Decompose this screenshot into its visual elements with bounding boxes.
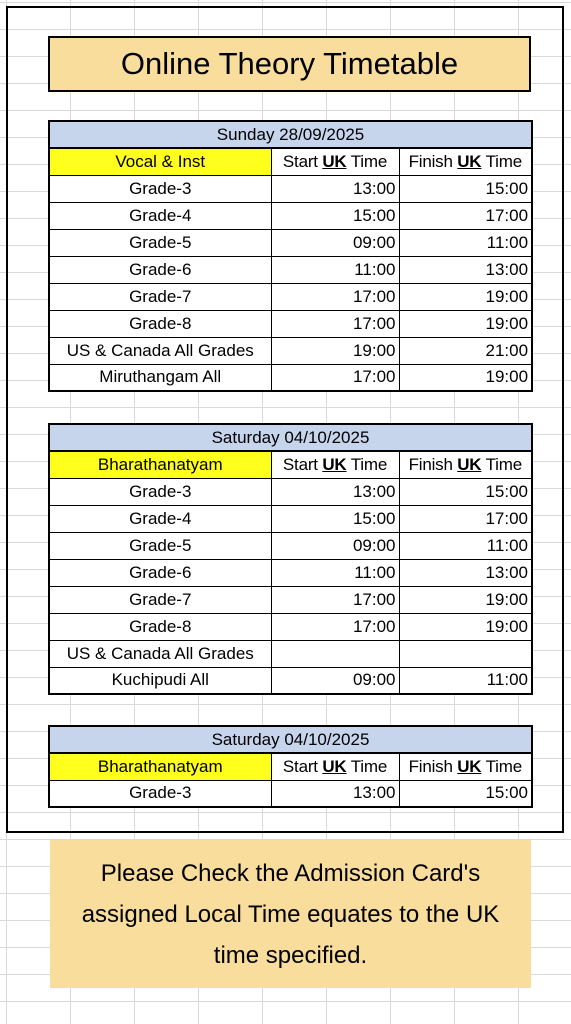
time-suffix: Time	[346, 151, 388, 171]
grade-name: Grade-3	[49, 478, 271, 505]
grade-name: Grade-3	[49, 780, 271, 807]
start-time: 11:00	[271, 559, 399, 586]
grade-name: Miruthangam All	[49, 364, 271, 391]
start-time: 11:00	[271, 256, 399, 283]
uk-label: UK	[457, 756, 482, 776]
start-time: 17:00	[271, 613, 399, 640]
finish-time: 19:00	[399, 310, 532, 337]
start-time: 15:00	[271, 505, 399, 532]
finish-time: 19:00	[399, 613, 532, 640]
time-suffix: Time	[481, 756, 522, 776]
start-time: 17:00	[271, 310, 399, 337]
admission-note-text: Please Check the Admission Card's assigned Local Time equates to the UK time specified.	[81, 859, 500, 969]
timetable-3	[48, 725, 533, 808]
header-row	[49, 451, 532, 478]
start-time: 17:00	[271, 283, 399, 310]
date-row	[49, 121, 532, 148]
date-label: Saturday 04/10/2025	[49, 726, 532, 753]
finish-time: 15:00	[399, 478, 532, 505]
finish-time: 21:00	[399, 337, 532, 364]
finish-time: 15:00	[399, 780, 532, 807]
start-header	[271, 753, 399, 780]
grade-name: Grade-7	[49, 586, 271, 613]
finish-time	[399, 640, 532, 667]
finish-time: 19:00	[399, 586, 532, 613]
time-suffix: Time	[481, 454, 522, 474]
table-row	[49, 202, 532, 229]
table-row	[49, 559, 532, 586]
date-label: Saturday 04/10/2025	[49, 424, 532, 451]
admission-note	[50, 840, 531, 988]
table-row	[49, 229, 532, 256]
table-row	[49, 532, 532, 559]
uk-label: UK	[322, 454, 347, 474]
start-time: 13:00	[271, 478, 399, 505]
finish-header-prefix: Finish	[408, 151, 458, 171]
grade-name: Kuchipudi All	[49, 667, 271, 694]
category-label: Bharathanatyam	[49, 753, 271, 780]
table-row	[49, 364, 532, 391]
table-row	[49, 256, 532, 283]
header-row	[49, 753, 532, 780]
finish-time: 19:00	[399, 364, 532, 391]
finish-time: 11:00	[399, 667, 532, 694]
page-title	[48, 36, 531, 92]
grade-name: Grade-8	[49, 613, 271, 640]
grade-name: US & Canada All Grades	[49, 337, 271, 364]
table-row	[49, 478, 532, 505]
table-row	[49, 780, 532, 807]
finish-time: 19:00	[399, 283, 532, 310]
finish-header-prefix: Finish	[408, 454, 458, 474]
table-row	[49, 586, 532, 613]
uk-label: UK	[322, 151, 347, 171]
uk-label: UK	[457, 454, 482, 474]
grade-name: Grade-4	[49, 505, 271, 532]
start-time: 13:00	[271, 780, 399, 807]
finish-time: 11:00	[399, 229, 532, 256]
time-suffix: Time	[346, 756, 388, 776]
finish-time: 17:00	[399, 505, 532, 532]
header-row	[49, 148, 532, 175]
start-time: 17:00	[271, 586, 399, 613]
timetable-2	[48, 423, 533, 695]
start-time: 19:00	[271, 337, 399, 364]
finish-header	[399, 451, 532, 478]
start-time: 17:00	[271, 364, 399, 391]
grade-name: Grade-5	[49, 229, 271, 256]
start-time: 09:00	[271, 667, 399, 694]
table-row	[49, 310, 532, 337]
finish-time: 15:00	[399, 175, 532, 202]
grade-name: Grade-5	[49, 532, 271, 559]
uk-label: UK	[457, 151, 482, 171]
uk-label: UK	[322, 756, 347, 776]
grade-name: Grade-8	[49, 310, 271, 337]
grade-name: Grade-6	[49, 256, 271, 283]
finish-time: 13:00	[399, 559, 532, 586]
start-time: 09:00	[271, 532, 399, 559]
start-time: 09:00	[271, 229, 399, 256]
grade-name: Grade-4	[49, 202, 271, 229]
finish-header	[399, 148, 532, 175]
category-label: Bharathanatyam	[49, 451, 271, 478]
table-row	[49, 337, 532, 364]
time-suffix: Time	[346, 454, 388, 474]
start-header	[271, 148, 399, 175]
finish-time: 13:00	[399, 256, 532, 283]
category-label: Vocal & Inst	[49, 148, 271, 175]
finish-header	[399, 753, 532, 780]
page-title-text: Online Theory Timetable	[120, 46, 459, 81]
start-header-prefix: Start	[282, 756, 323, 776]
grade-name: Grade-7	[49, 283, 271, 310]
timetable-1	[48, 120, 533, 392]
table-row	[49, 505, 532, 532]
finish-time: 11:00	[399, 532, 532, 559]
start-time: 13:00	[271, 175, 399, 202]
grade-name: Grade-3	[49, 175, 271, 202]
grade-name: US & Canada All Grades	[49, 640, 271, 667]
finish-time: 17:00	[399, 202, 532, 229]
start-header-prefix: Start	[282, 151, 323, 171]
start-time	[271, 640, 399, 667]
date-label: Sunday 28/09/2025	[49, 121, 532, 148]
start-header-prefix: Start	[282, 454, 323, 474]
finish-header-prefix: Finish	[408, 756, 458, 776]
table-row	[49, 667, 532, 694]
start-time: 15:00	[271, 202, 399, 229]
table-row	[49, 613, 532, 640]
table-row	[49, 283, 532, 310]
grade-name: Grade-6	[49, 559, 271, 586]
table-row	[49, 640, 532, 667]
date-row	[49, 726, 532, 753]
start-header	[271, 451, 399, 478]
time-suffix: Time	[481, 151, 522, 171]
date-row	[49, 424, 532, 451]
table-row	[49, 175, 532, 202]
